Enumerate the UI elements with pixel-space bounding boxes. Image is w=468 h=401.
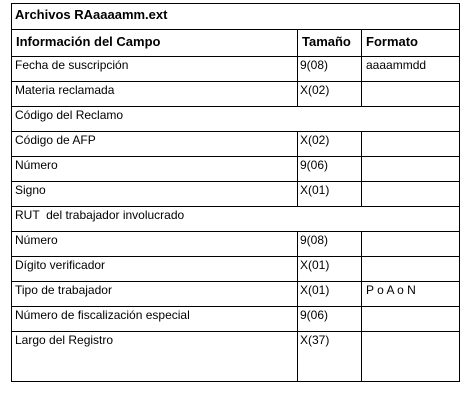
row-format — [362, 332, 460, 382]
table-header-row — [12, 30, 460, 57]
table-row — [12, 132, 460, 157]
table-row — [12, 282, 460, 307]
table-row — [12, 157, 460, 182]
table-title-row — [12, 4, 460, 30]
header-size: Tamaño — [298, 30, 362, 57]
table-row — [12, 232, 460, 257]
row-field: Número — [12, 232, 298, 257]
table-row — [12, 257, 460, 282]
row-size: X(01) — [298, 257, 362, 282]
row-size: 9(08) — [298, 232, 362, 257]
row-field: Largo del Registro — [12, 332, 298, 382]
row-field: Fecha de suscripción — [12, 57, 298, 82]
section-row — [12, 107, 460, 132]
section-label: RUT del trabajador involucrado — [12, 207, 460, 232]
table-row — [12, 82, 460, 107]
row-format — [362, 82, 460, 107]
row-format — [362, 232, 460, 257]
row-field: Código de AFP — [12, 132, 298, 157]
row-size: X(01) — [298, 282, 362, 307]
table-row — [12, 332, 460, 382]
row-size: 9(06) — [298, 157, 362, 182]
record-layout-table — [11, 3, 460, 382]
section-label: Código del Reclamo — [12, 107, 460, 132]
row-format — [362, 132, 460, 157]
row-format — [362, 157, 460, 182]
table-row — [12, 182, 460, 207]
row-field: Tipo de trabajador — [12, 282, 298, 307]
row-size: X(37) — [298, 332, 362, 382]
header-format: Formato — [362, 30, 460, 57]
row-field: Dígito verificador — [12, 257, 298, 282]
row-format — [362, 182, 460, 207]
header-field: Información del Campo — [12, 30, 298, 57]
row-size: 9(08) — [298, 57, 362, 82]
table-row — [12, 57, 460, 82]
row-field: Número — [12, 157, 298, 182]
table-title: Archivos RAaaaamm.ext — [12, 4, 460, 30]
row-field: Signo — [12, 182, 298, 207]
table-row — [12, 307, 460, 332]
section-row — [12, 207, 460, 232]
row-size: 9(06) — [298, 307, 362, 332]
row-size: X(02) — [298, 82, 362, 107]
row-size: X(01) — [298, 182, 362, 207]
row-format: aaaammdd — [362, 57, 460, 82]
row-format — [362, 257, 460, 282]
row-field: Materia reclamada — [12, 82, 298, 107]
row-size: X(02) — [298, 132, 362, 157]
row-field: Número de fiscalización especial — [12, 307, 298, 332]
row-format: P o A o N — [362, 282, 460, 307]
row-format — [362, 307, 460, 332]
